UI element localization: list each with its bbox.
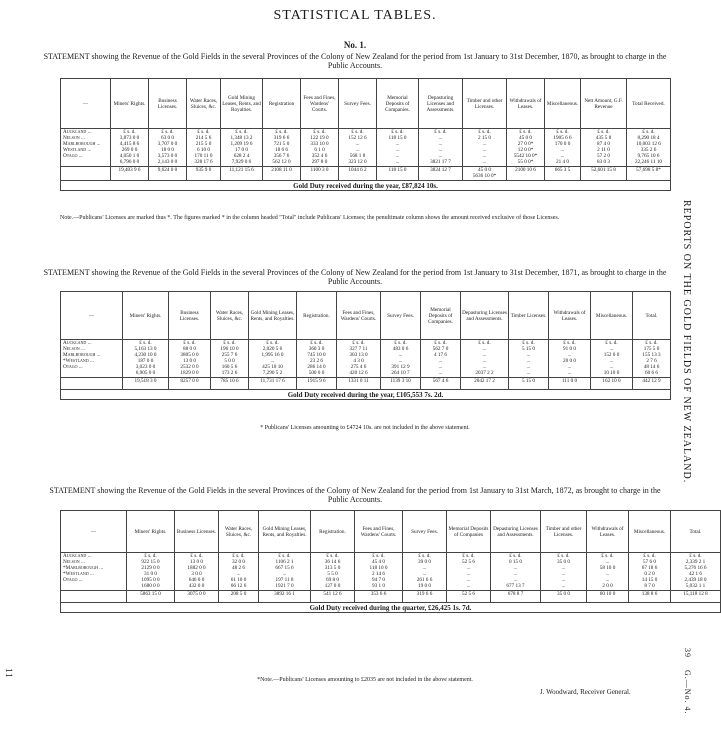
- province-names: Auckland ... Nelson ... *Marlborough ... *Westland ... Otago ...: [61, 553, 127, 591]
- value-cell: £ s. d. ... ... ... ... 3821 17 7: [419, 129, 463, 167]
- header-cell: Miners' Rights.: [123, 292, 169, 340]
- statement-1-table: [60, 78, 671, 191]
- received-row: [61, 390, 671, 400]
- total-cell: 2042 17 2: [461, 378, 509, 390]
- total-cell: 1331 0 11: [337, 378, 381, 390]
- header-row: [61, 292, 671, 340]
- table-row: [61, 553, 721, 591]
- value-cell: £ s. d. 2 15 0 ... ... ... ...: [463, 129, 507, 167]
- total-cell: 162 10 0: [591, 378, 633, 390]
- header-cell: Registration.: [311, 511, 355, 553]
- totals-row: [61, 167, 671, 181]
- value-cell: £ s. d. 327 7 11 303 13 0 4 3 0 275 4 6 420 12 6: [337, 340, 381, 378]
- value-cell: £ s. d. 13 0 0 1882 0 0 3 0 0 646 0 0 432 0 0: [175, 553, 219, 591]
- statement-1-heading: STATEMENT showing the Revenue of the Gold Fields in the several Provinces of the Colony of New Zealand for the period from 1st January to 31st December, 1870, as brought to charge in the Public Accounts.: [43, 52, 667, 70]
- page-number-right: 39: [683, 648, 692, 658]
- total-cell: 5863 15 0: [127, 591, 175, 603]
- header-cell: Water Races, Sluices, &c.: [187, 79, 221, 129]
- value-cell: £ s. d. 45 0 0 27 0 0* 12 0 0* 5542 10 0* 55 0 0*: [507, 129, 545, 167]
- header-cell: Business Licenses.: [175, 511, 219, 553]
- total-cell: 57,698 5 8*: [627, 167, 671, 181]
- total-cell: 52 5 6: [447, 591, 491, 603]
- value-cell: £ s. d. 175 5 0 155 13 3 2 7 6 48 14 6 60 6 6: [633, 340, 671, 378]
- total-cell: 1100 3 0: [301, 167, 339, 181]
- value-cell: £ s. d. 3,873 0 0 4,415 8 6 269 0 0 4,050 1 0 6,796 0 0: [111, 129, 149, 167]
- blank-cell: [61, 167, 111, 181]
- statement-3-note: *Note.—Publicans' Licenses amounting to £2035 are not included in the above statement.: [257, 677, 473, 683]
- value-cell: £ s. d. 922 15 0 2129 0 0 31 0 0 1095 0 0 1680 0 0: [127, 553, 175, 591]
- page-number-left: 11: [4, 668, 14, 679]
- header-cell: Fees and Fines, Wardens' Courts.: [355, 511, 403, 553]
- value-cell: £ s. d. 1905 6 6 170 0 0 ... ... 21 4 0: [545, 129, 581, 167]
- header-cell: Survey Fees.: [403, 511, 447, 553]
- header-cell: Fees and Fines, Wardens' Courts.: [337, 292, 381, 340]
- statement-2-note: * Publicans' Licenses amounting to £4724 10s. are not included in the above statement.: [260, 425, 470, 431]
- value-cell: £ s. d. 152 12 6 ... ... 568 1 8 323 12 0: [339, 129, 377, 167]
- value-cell: £ s. d. 0 15 0 ... ... ... 677 13 7: [491, 553, 541, 591]
- value-cell: £ s. d. 45 4 0 118 10 0 2 14 6 94 7 0 93 1 0: [355, 553, 403, 591]
- header-cell: Withdrawals of Leases.: [507, 79, 545, 129]
- header-cell: Fees and Fines, Wardens' Courts.: [301, 79, 339, 129]
- total-cell: 11,121 15 6: [221, 167, 263, 181]
- gold-duty-received: Gold Duty received during the quarter, £26,425 1s. 7d.: [61, 603, 721, 613]
- total-cell: 118 15 0: [377, 167, 419, 181]
- header-cell: Withdrawals of Leases.: [587, 511, 629, 553]
- header-cell: Timber and other Licenses.: [463, 79, 507, 129]
- value-cell: £ s. d. 91 0 0 ... 20 0 0 ... ...: [549, 340, 591, 378]
- header-cell: Timber and other Licenses.: [541, 511, 587, 553]
- total-cell: 678 8 7: [491, 591, 541, 603]
- header-cell: Survey Fees.: [381, 292, 421, 340]
- value-cell: £ s. d. 88 0 0 3805 0 0 13 0 0 2532 0 0 1829 0 0: [169, 340, 211, 378]
- statement-3-heading: STATEMENT showing the Revenue of the Gold Fields in the several Provinces of the Colony of New Zealand for the period from 1st January to 31st March, 1872, as brought to charge in the Public Accounts.: [49, 486, 661, 504]
- total-cell: 35 0 0: [541, 591, 587, 603]
- header-cell: Memorial Deposits of Companies.: [421, 292, 461, 340]
- header-cell: Gold Mining Leases, Rents, and Royalties.: [221, 79, 263, 129]
- totals-row: [61, 591, 721, 603]
- header-cell: Gold Mining Leases, Rents, and Royalties.: [259, 511, 311, 553]
- total-cell: 1915 9 6: [297, 378, 337, 390]
- value-cell: £ s. d. 360 3 0 745 10 0 23 2 6 286 14 0 500 0 0: [297, 340, 337, 378]
- totals-row: [61, 378, 671, 390]
- total-cell: 442 12 9: [633, 378, 671, 390]
- header-cell: Water Races, Sluices, &c.: [219, 511, 259, 553]
- gold-duty-received: Gold Duty received during the year, £87,824 10s.: [61, 181, 671, 191]
- value-cell: £ s. d. 1,348 13 2 1,209 19 6 17 0 0 628 2 4 7,929 0 6: [221, 129, 263, 167]
- total-cell: 1139 3 10: [381, 378, 421, 390]
- value-cell: £ s. d. 483 0 6 ... ... 391 12 9 264 10 7: [381, 340, 421, 378]
- value-cell: £ s. d. 2,020 5 6 1,995 16 0 ... 425 10 10 7,290 5 2: [249, 340, 297, 378]
- total-cell: 8257 0 0: [169, 378, 211, 390]
- gold-duty-received: Gold Duty received during the year, £105,553 7s. 2d.: [61, 390, 671, 400]
- total-cell: 11,731 17 6: [249, 378, 297, 390]
- statement-1-note: Note.—Publicans' Licenses are marked thus *. The figures marked * in the column headed "Total" include Publicans' Licenses; the penultimate column shows the amount received exclusive of those Licenses.: [60, 215, 560, 221]
- header-cell: Survey Fees.: [339, 79, 377, 129]
- value-cell: £ s. d. 5,163 13 0 4,230 10 0 187 0 0 3,023 0 0 6,905 0 0: [123, 340, 169, 378]
- document-code: G.—No. 4.: [683, 670, 692, 715]
- value-cell: £ s. d. 32 0 0 48 2 6 ... 61 10 0 66 12 6: [219, 553, 259, 591]
- value-cell: £ s. d. 8,290 18 4 10,003 12 6 335 2 6 9,765 10 6 22,246 11 10: [627, 129, 671, 167]
- header-cell: Miners' Rights.: [127, 511, 175, 553]
- total-cell: 45 0 0 5636 10 0*: [463, 167, 507, 181]
- total-cell: 3892 16 1: [259, 591, 311, 603]
- header-cell: Total.: [633, 292, 671, 340]
- total-cell: 1044 6 2: [339, 167, 377, 181]
- header-cell: Withdrawals of Leases.: [549, 292, 591, 340]
- value-cell: £ s. d. ... 58 10 0 ... ... 2 0 0: [587, 553, 629, 591]
- value-cell: £ s. d. 2,339 2 1 5,276 16 6 42 1 6 2,439 18 0 5,032 1 1: [671, 553, 721, 591]
- total-cell: 138 8 6: [629, 591, 671, 603]
- value-cell: £ s. d. 196 10 0 255 7 6 5 0 0 160 5 6 173 2 6: [211, 340, 249, 378]
- header-cell: Depasturing Licenses and Assessments.: [461, 292, 509, 340]
- value-cell: £ s. d. ... ... ... ... 2037 2 2: [461, 340, 509, 378]
- province-names: Auckland ... Nelson ... Marlborough ... *Westland ... Otago ...: [61, 340, 123, 378]
- blank-cell: [61, 378, 123, 390]
- value-cell: £ s. d. 1106 2 1 667 15 6 ... 197 11 8 1921 7 0: [259, 553, 311, 591]
- value-cell: £ s. d. 319 6 6 721 5 0 18 6 6 356 7 6 562 12 0: [263, 129, 301, 167]
- total-cell: 2100 10 6: [507, 167, 545, 181]
- header-row: [61, 511, 721, 553]
- total-cell: 19,403 9 6: [111, 167, 149, 181]
- header-cell: Registration.: [297, 292, 337, 340]
- value-cell: £ s. d. 122 19 0 333 10 0 6 1 0 352 4 6 297 8 0: [301, 129, 339, 167]
- header-cell: Gold Mining Leases, Rents, and Royalties.: [249, 292, 297, 340]
- header-cell: Total Received.: [627, 79, 671, 129]
- total-cell: 111 0 0: [549, 378, 591, 390]
- total-cell: 567 4 6: [421, 378, 461, 390]
- table-row: [61, 129, 671, 167]
- header-cell: Depasturing Licenses and Assessments.: [419, 79, 463, 129]
- table-row: [61, 340, 671, 378]
- value-cell: £ s. d. 5 15 0 ... ... ... ...: [509, 340, 549, 378]
- total-cell: 208 5 0: [219, 591, 259, 603]
- header-cell: Miscellaneous.: [545, 79, 581, 129]
- header-cell: Memorial Deposits of Companies.: [377, 79, 419, 129]
- value-cell: £ s. d. 562 7 0 4 17 6 ... ... ...: [421, 340, 461, 378]
- value-cell: £ s. d. 435 5 8 87 4 0 2 11 0 57 2 0 83 0 3: [581, 129, 627, 167]
- total-cell: 785 10 6: [211, 378, 249, 390]
- value-cell: £ s. d. 214 5 6 215 5 0 6 10 0 170 11 0 328 17 6: [187, 129, 221, 167]
- value-cell: £ s. d. ... 152 0 0 ... ... 10 10 0: [591, 340, 633, 378]
- total-cell: 15,118 12 8: [671, 591, 721, 603]
- header-cell: Registration: [263, 79, 301, 129]
- total-cell: 665 3 5: [545, 167, 581, 181]
- value-cell: £ s. d. 35 0 0 ... ... ... ...: [541, 553, 587, 591]
- total-cell: 60 10 0: [587, 591, 629, 603]
- received-row: [61, 181, 671, 191]
- header-cell: Depasturing Licenses and Assessments.: [491, 511, 541, 553]
- statement-2-table: [60, 291, 671, 400]
- total-cell: 935 9 0: [187, 167, 221, 181]
- header-cell: —: [61, 292, 123, 340]
- value-cell: £ s. d. 36 14 6 313 5 0 5 5 0 69 8 0 127 0 0: [311, 553, 355, 591]
- value-cell: £ s. d. 39 0 0 ... ... 261 6 6 19 0 0: [403, 553, 447, 591]
- header-cell: Business Licenses.: [149, 79, 187, 129]
- total-cell: 9,624 0 0: [149, 167, 187, 181]
- header-cell: Business Licenses.: [169, 292, 211, 340]
- header-cell: —: [61, 511, 127, 553]
- page-title: STATISTICAL TABLES.: [273, 8, 437, 23]
- total-cell: 19,518 3 0: [123, 378, 169, 390]
- header-cell: Nett Amount, G.F. Revenue: [581, 79, 627, 129]
- received-row: [61, 603, 721, 613]
- total-cell: 5 15 0: [509, 378, 549, 390]
- value-cell: £ s. d. 118 15 0 ... ... ... ...: [377, 129, 419, 167]
- header-cell: Memorial Deposits of Companies: [447, 511, 491, 553]
- value-cell: £ s. d. 57 6 0 67 18 6 0 2 0 14 15 0 8 7 0: [629, 553, 671, 591]
- value-cell: £ s. d. 63 0 0 3,707 0 0 18 0 0 3,573 0 0 2,143 0 0: [149, 129, 187, 167]
- header-cell: Miscellaneous.: [629, 511, 671, 553]
- header-cell: Miners' Rights.: [111, 79, 149, 129]
- blank-cell: [61, 591, 127, 603]
- province-names: Auckland ... Nelson ... Marlborough ... Westland ... Otago ...: [61, 129, 111, 167]
- total-cell: 319 6 6: [403, 591, 447, 603]
- total-cell: 2108 11 0: [263, 167, 301, 181]
- table-number: No. 1.: [343, 40, 367, 50]
- header-cell: Water Races, Sluices, &c.: [211, 292, 249, 340]
- header-row: [61, 79, 671, 129]
- header-cell: —: [61, 79, 111, 129]
- header-cell: Total.: [671, 511, 721, 553]
- value-cell: £ s. d. 52 5 6 ... ... ... ...: [447, 553, 491, 591]
- side-running-title: REPORTS ON THE GOLD FIELDS OF NEW ZEALAND.: [681, 200, 692, 484]
- receiver-signature: J. Woodward, Receiver General.: [540, 688, 631, 696]
- total-cell: 3824 12 7: [419, 167, 463, 181]
- total-cell: 3075 0 0: [175, 591, 219, 603]
- total-cell: 541 12 6: [311, 591, 355, 603]
- total-cell: 353 6 6: [355, 591, 403, 603]
- statement-2-heading: STATEMENT showing the Revenue of the Gold Fields in the several Provinces of the Colony of New Zealand for the period from 1st January to 31st December, 1871, as brought to charge in the Public Accounts.: [43, 268, 667, 286]
- total-cell: 52,601 15 8: [581, 167, 627, 181]
- statement-3-table: [60, 510, 721, 613]
- header-cell: Timber Licenses.: [509, 292, 549, 340]
- header-cell: Miscellaneous.: [591, 292, 633, 340]
